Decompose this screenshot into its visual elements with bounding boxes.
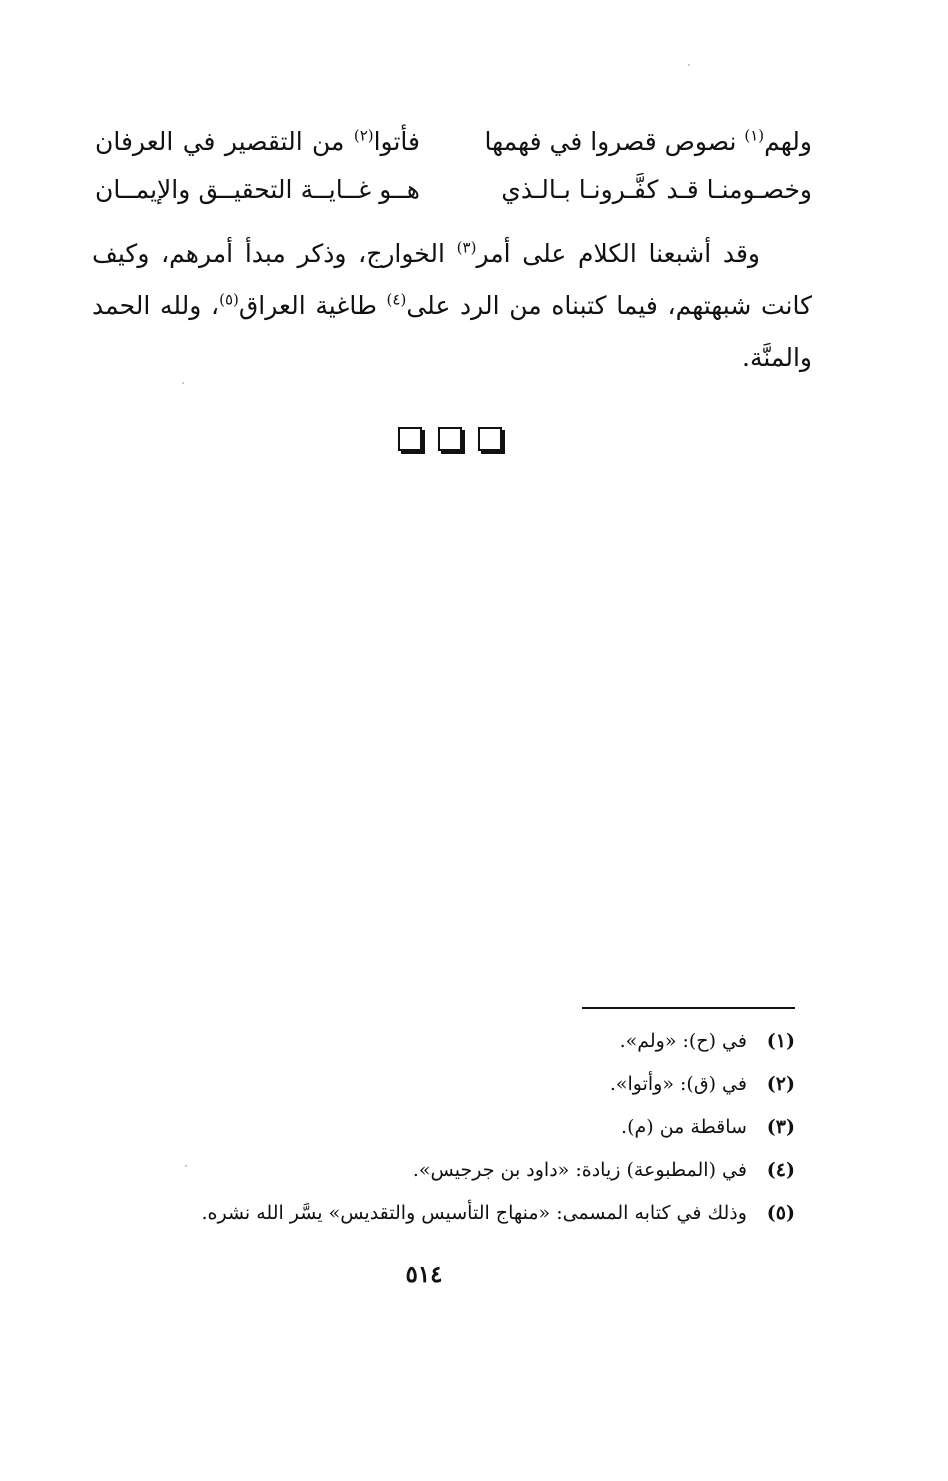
footnote-number: (٤) [766,1159,795,1181]
footnote-item [120,1020,795,1063]
footnote-marker: (٤) [386,290,407,309]
footnote-number: (٢) [766,1073,795,1095]
footnote-item [120,1106,795,1149]
footnote-number: (٣) [766,1116,795,1138]
footnote-marker: (٢) [353,126,374,145]
body-paragraph [92,228,812,384]
hemistich-first [484,118,812,166]
footnote-number: (٥) [766,1202,795,1224]
footnote-divider [582,1007,795,1009]
footnote-marker: (١) [744,126,765,145]
poem-verse [95,166,812,214]
scan-speck [185,1165,187,1167]
hemistich-first: وخصـومنـا قـد كفَّـرونـا بـالـذي [501,175,812,204]
footnote-item [120,1192,795,1235]
poem-block [95,118,812,214]
paragraph-text: طاغية العراق [238,291,387,320]
footnote-text: وذلك في كتابه المسمى: «منهاج التأسيس والتقديس» يسَّر الله نشره. [201,1202,747,1224]
section-separator [398,427,502,453]
separator-box-icon [398,427,422,451]
separator-box-icon [438,427,462,451]
paragraph-text: وقد أشبعنا الكلام على أمر [476,239,760,268]
separator-box-icon [478,427,502,451]
footnote-item [120,1149,795,1192]
footnotes [120,1020,795,1235]
scan-speck [688,64,690,66]
poem-text: ولهم [764,127,812,156]
footnote-marker: (٣) [456,238,477,257]
paragraph-text: الخوارج، وذكر مبدأ أمرهم، وكيف كانت شبهتهم، فيما كتبناه من الرد على [92,239,812,320]
footnote-item [120,1063,795,1106]
hemistich-second [95,118,420,166]
footnote-text: ساقطة من (م). [621,1116,747,1138]
scan-speck [182,382,184,384]
poem-text: من التقصير في العرفان [95,127,354,156]
page-number: ٥١٤ [405,1261,443,1288]
footnote-text: في (ح): «ولم». [619,1030,747,1052]
footnote-marker: (٥) [219,290,239,309]
footnote-number: (١) [766,1030,795,1052]
footnote-text: في (ق): «وأتوا». [609,1073,747,1095]
footnote-text: في (المطبوعة) زيادة: «داود بن جرجيس». [412,1159,747,1181]
poem-text: نصوص قصروا في فهمها [484,127,745,156]
poem-text: فأتوا [373,127,420,156]
hemistich-second: هــو غــايــة التحقيــق والإيمــان [95,175,420,204]
paragraph-text: ، ولله الحمد والمنَّة. [92,291,812,372]
poem-verse [95,118,812,166]
